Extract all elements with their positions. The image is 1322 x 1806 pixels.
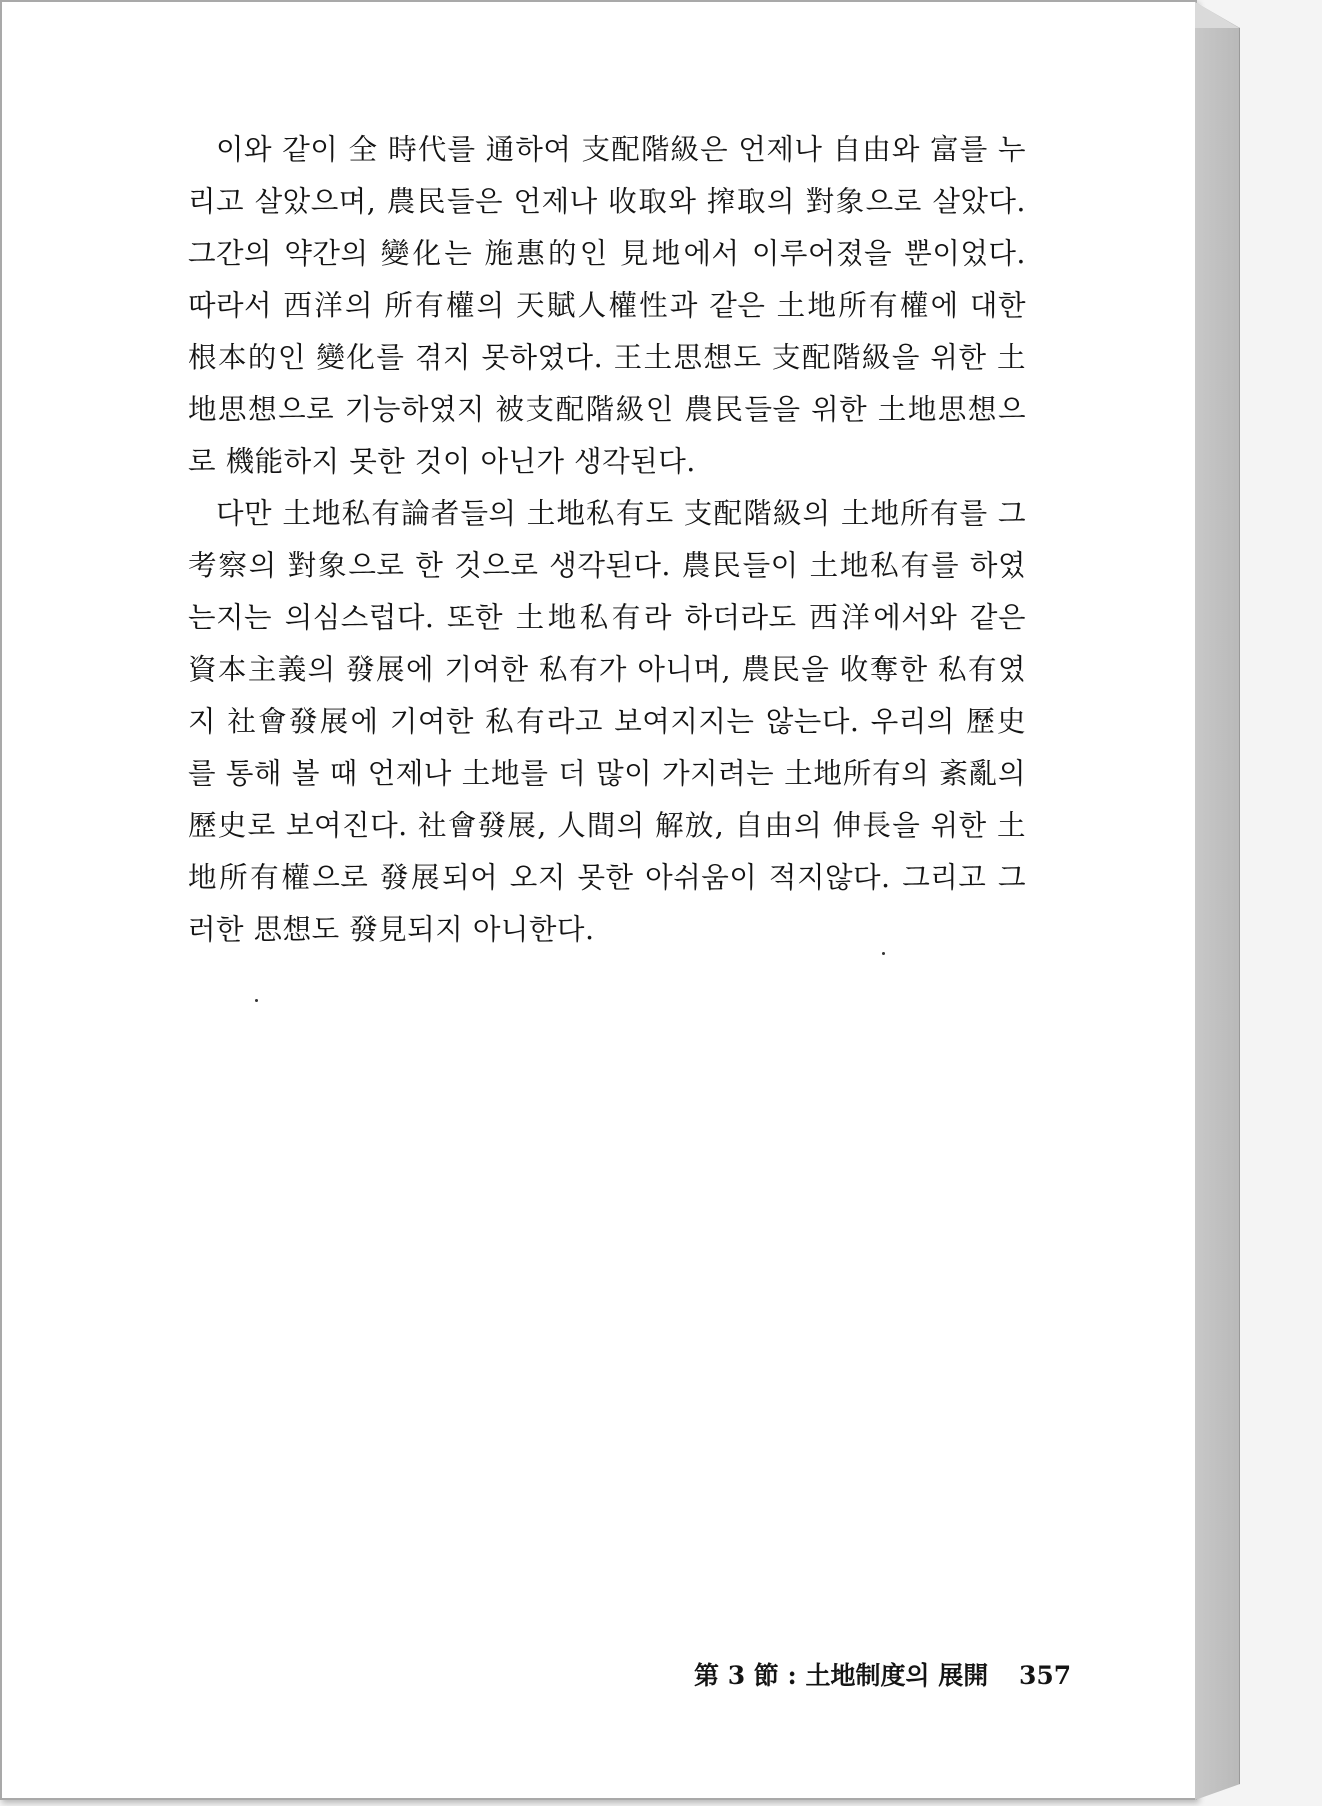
paragraph-2: 다만 土地私有論者들의 土地私有도 支配階級의 土地所有를 그 考察의 對象으로 한 것으로 생각된다. 農民들이 土地私有를 하였는지는 의심스럽다. 또한 土地私有라 하더라도 西洋에서와 같은 資本主義의 發展에 기여한 私有가 아니며, 農民을 收奪한 私有였지 社會發展에 기여한 私有라고 보여지지는 않는다. 우리의 歷史를 통해 볼 때 언제나 土地를 더 많이 가지려는 土地所有의 紊亂의 歷史로 보여진다. 社會發展, 人間의 解放, 自由의 伸長을 위한 土地所有權으로 發展되어 오지 못한 아쉬움이 적지않다. 그리고 그러한 思想도 發見되지 아니한다. <box>188 497 1026 946</box>
page-footer <box>694 1656 1071 1692</box>
paragraph-1: 이와 같이 全 時代를 通하여 支配階級은 언제나 自由와 富를 누리고 살았으며, 農民들은 언제나 收取와 搾取의 對象으로 살았다. 그간의 약간의 變化는 施惠的인 見地에서 이루어졌을 뿐이었다. 따라서 西洋의 所有權의 天賦人權性과 같은 土地所有權에 대한 根本的인 變化를 겪지 못하였다. 王土思想도 支配階級을 위한 土地思想으로 기능하였지 被支配階級인 農民들을 위한 土地思想으로 機能하지 못한 것이 아닌가 생각된다. <box>188 133 1026 478</box>
print-speck <box>882 952 885 955</box>
page-stack-edge-top <box>1195 2 1239 32</box>
body-text <box>188 124 1026 956</box>
page-number: 357 <box>1019 1661 1072 1690</box>
print-speck <box>255 999 258 1002</box>
page-stack-edge <box>1195 2 1240 1800</box>
running-head: 第 3 節 : 土地制度의 展開 <box>694 1661 989 1690</box>
